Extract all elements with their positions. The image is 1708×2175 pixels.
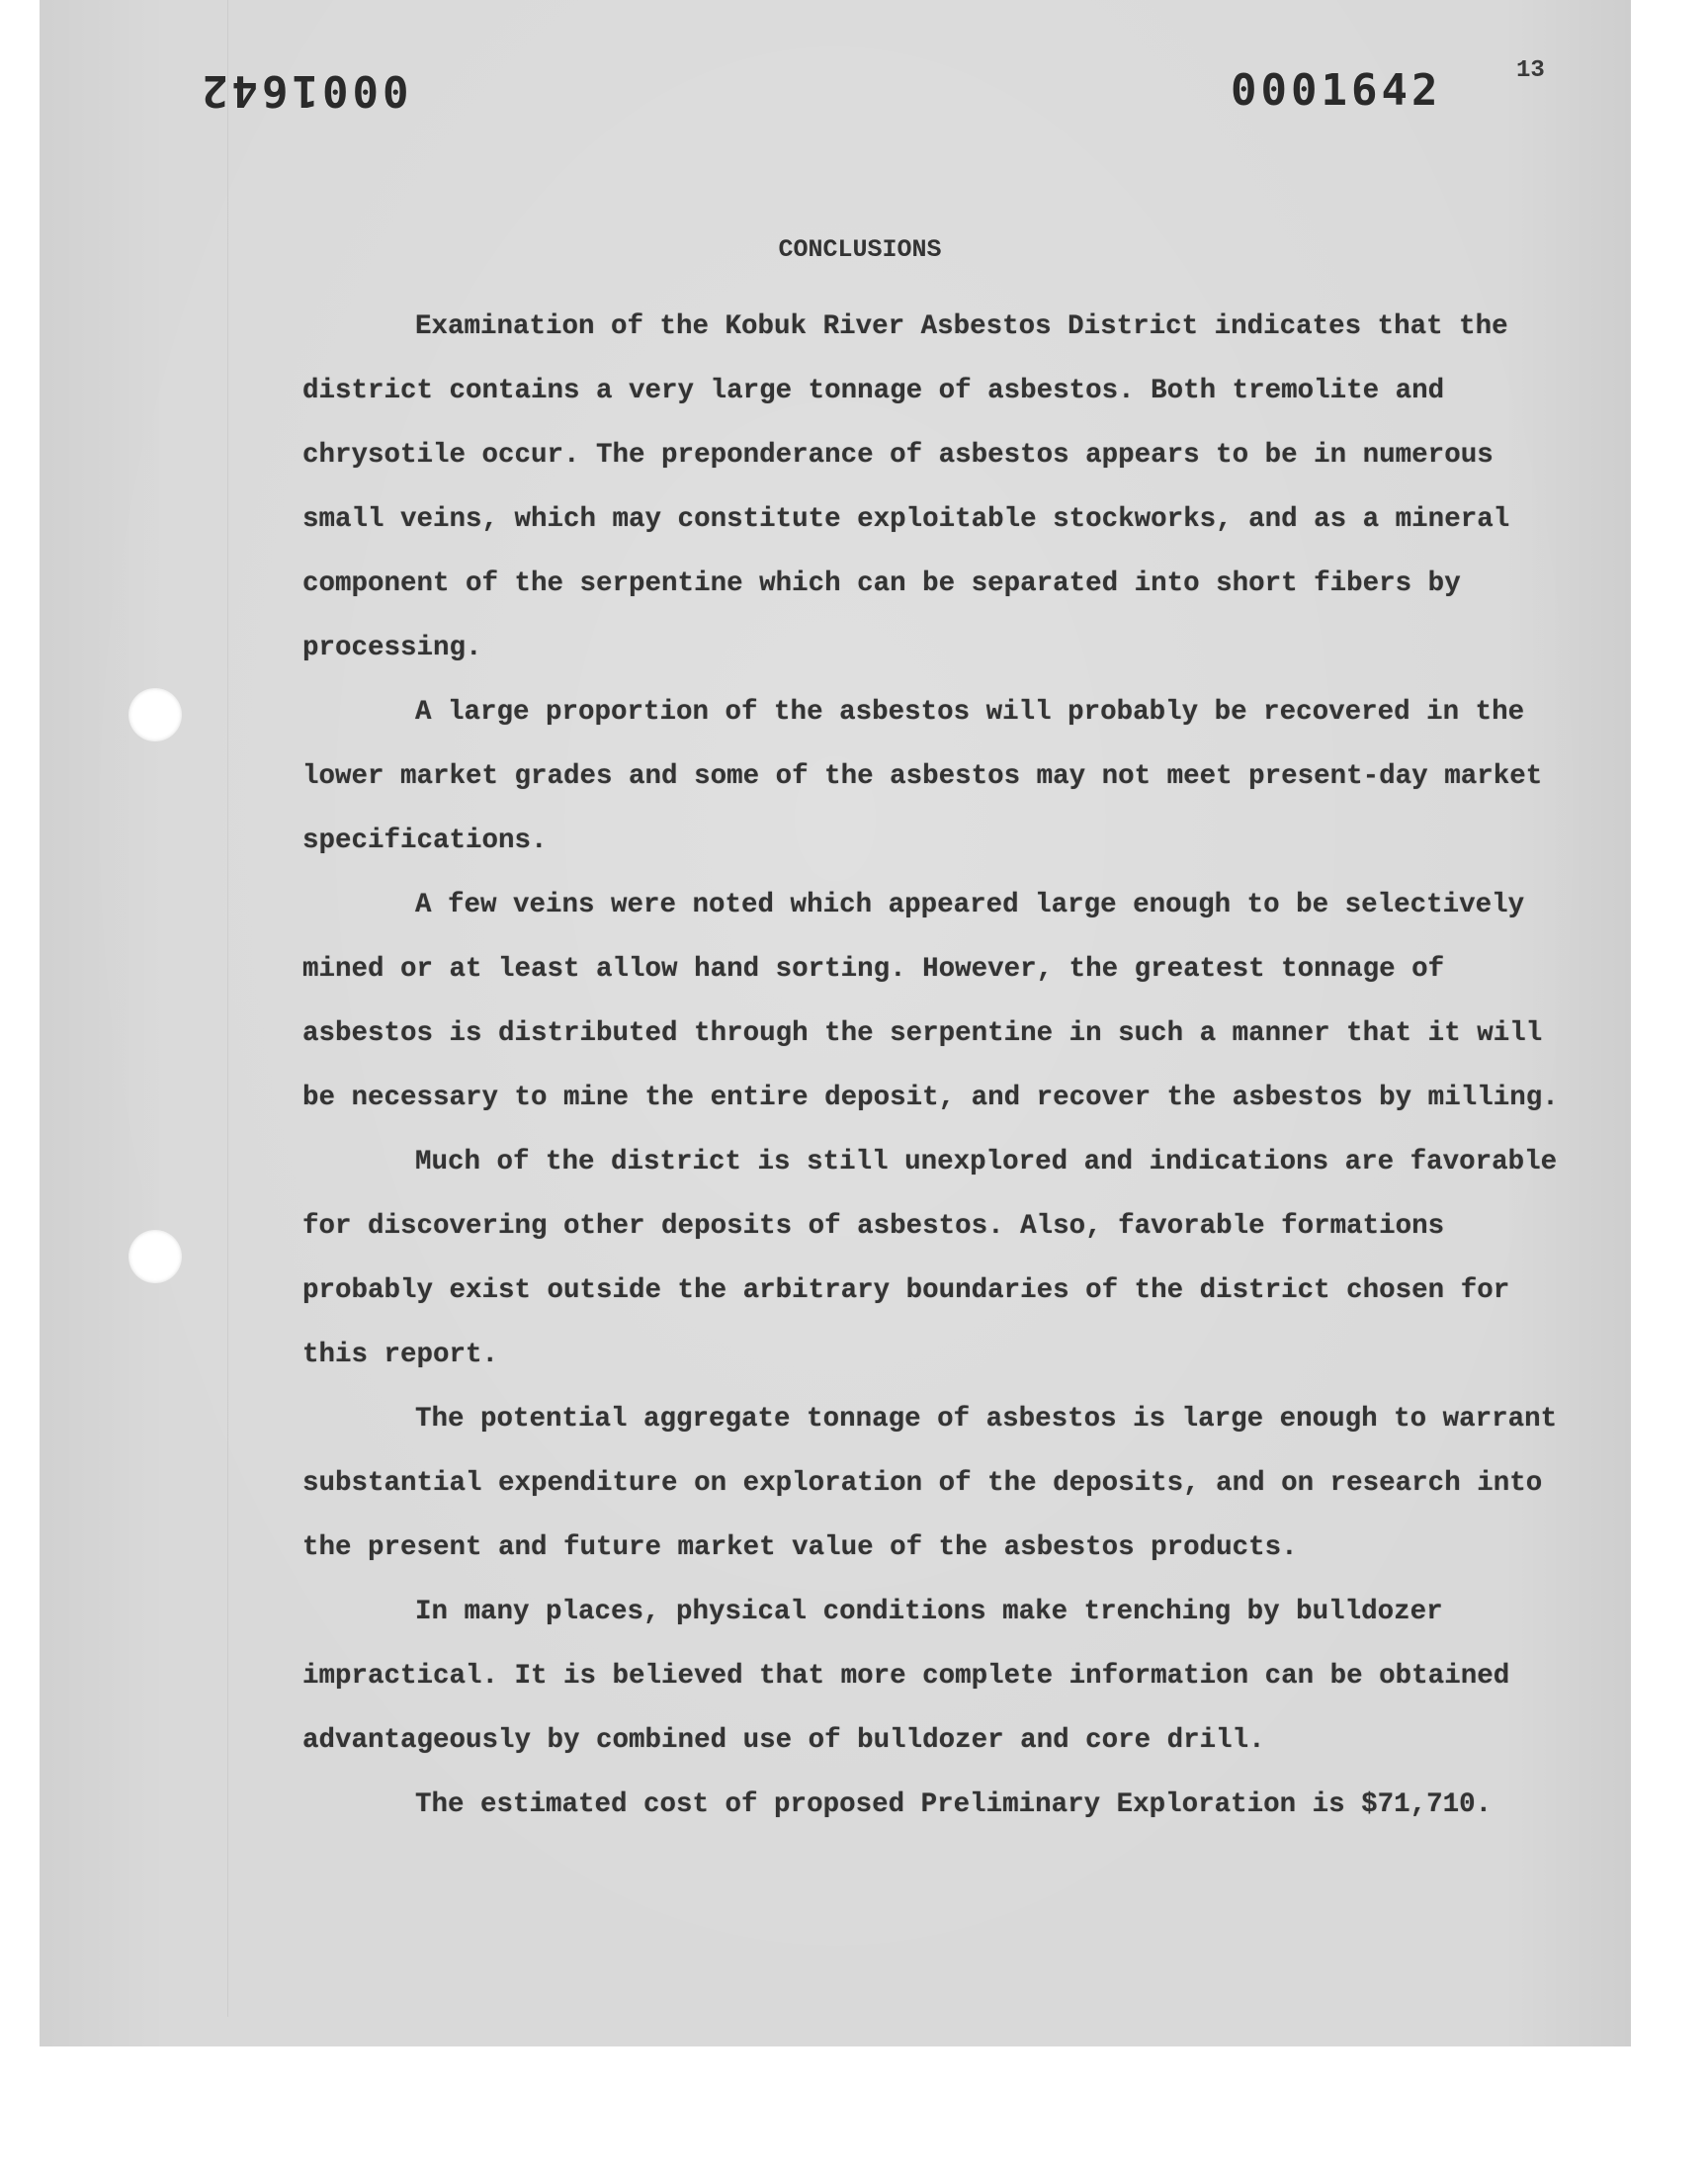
margin-shadow <box>227 0 228 2017</box>
paragraph: A few veins were noted which appeared large enough to be selectively mined or at least allow hand sorting. However, the greatest tonnage of asbestos is distributed through the serpentine in such a manner that it will be necessary to mine the entire deposit, and recover the asbestos by milling. <box>302 890 1559 1113</box>
punch-hole-bottom <box>128 1230 182 1283</box>
page-title: CONCLUSIONS <box>778 235 942 264</box>
paragraph: The estimated cost of proposed Preliminary Exploration is $71,710. <box>415 1789 1493 1820</box>
page-number: 13 <box>1516 57 1545 84</box>
scanned-page <box>40 0 1631 2046</box>
document-number-stamp-inverted: 0001642 <box>198 65 409 116</box>
paragraph: The potential aggregate tonnage of asbestos is large enough to warrant substantial expenditure on exploration of the deposits, and on research into the present and future market value of the asbestos products. <box>302 1404 1558 1563</box>
paragraph: Examination of the Kobuk River Asbestos District indicates that the district contains a very large tonnage of asbestos. Both tremolite and chrysotile occur. The preponderance of asbestos appears to be in numerous small veins, which may constitute exploitable stockworks, and as a mineral component of the serpentine which can be separated into short fibers by processing. <box>302 311 1510 663</box>
paragraph: A large proportion of the asbestos will probably be recovered in the lower market grades and some of the asbestos may not meet present-day market specifications. <box>302 697 1543 856</box>
conclusions-body <box>302 295 1587 1837</box>
paragraph: In many places, physical conditions make trenching by bulldozer impractical. It is believed that more complete information can be obtained advantageously by combined use of bulldozer and core drill. <box>302 1597 1510 1756</box>
paragraph: Much of the district is still unexplored and indications are favorable for discovering other deposits of asbestos. Also, favorable formations probably exist outside the arbitrary boundaries of the district chosen for this report. <box>302 1147 1558 1370</box>
document-number-stamp: 0001642 <box>1231 65 1442 116</box>
punch-hole-top <box>128 688 182 741</box>
